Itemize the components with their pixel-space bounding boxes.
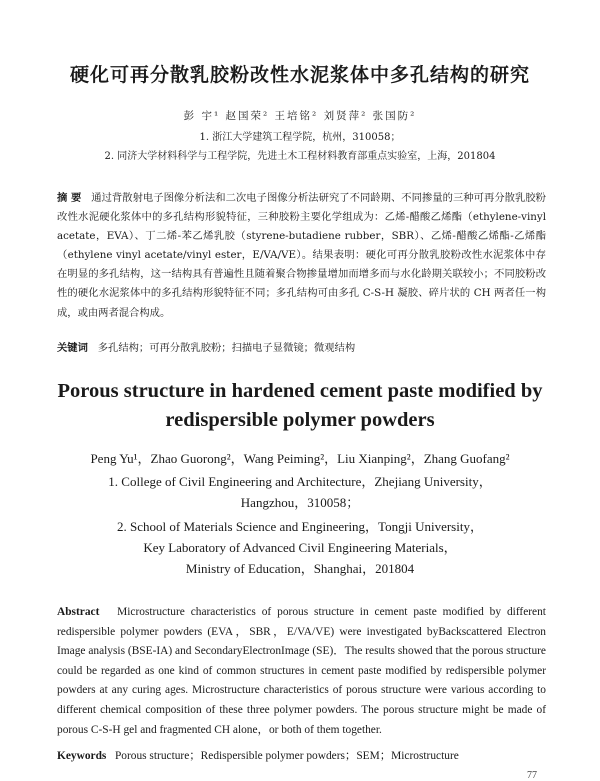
en-abstract-label: Abstract [57, 606, 100, 618]
cn-abstract-label: 摘 要 [57, 192, 82, 204]
en-authors: Peng Yu¹，Zhao Guorong²，Wang Peiming²，Liu Xianping²，Zhang Guofang² [90, 451, 510, 466]
en-keywords [57, 747, 546, 763]
en-affiliation-2-line-3: Ministry of Education，Shanghai，201804 [185, 561, 415, 576]
cn-affiliation-1: 1. 浙江大学建筑工程学院，杭州，310058； [199, 132, 401, 143]
page-number: 77 [527, 770, 537, 781]
en-affiliation-2-line-2: Key Laboratory of Advanced Civil Engineering Materials， [143, 540, 457, 555]
cn-keywords-text: 多孔结构；可再分散乳胶粉；扫描电子显微镜；微观结构 [97, 342, 356, 354]
en-keywords-text: Porous structure；Redispersible polymer powders；SEM；Microstructure [114, 750, 459, 762]
en-abstract-text: Microstructure characteristics of porous structure in cement paste modified by different redispersible polymer powders (EVA，SBR，E/VA/VE) were investigated byBackscattered Electron Image analysis (BSE-IA) and SecondaryElectronImage (SE)．The results showed that the porous structure could be regarded as one kind of common structures in cement paste modified by redispersible polymer powders at any curing ages. Microstructure characteristics of porous structure were various according to different chemical composition of these three polymer powders. The porous structure might be made of porous C-S-H gel and fragmented CH alone，or both of them together. [57, 606, 546, 736]
en-affiliation-1-line-2: Hangzhou，310058； [240, 495, 360, 510]
en-affiliation-1-line-1: 1. College of Civil Engineering and Architecture，Zhejiang University， [108, 474, 492, 489]
cn-keywords-label: 关键词 [57, 342, 88, 354]
en-title: Porous structure in hardened cement paste modified by redispersible polymer powders [57, 380, 543, 431]
cn-affiliation-2: 2. 同济大学材料科学与工程学院，先进土木工程材料教育部重点实验室，上海，201804 [104, 151, 496, 162]
en-affiliation-2-line-1: 2. School of Materials Science and Engineering，Tongji University， [117, 519, 483, 534]
en-keywords-label: Keywords [57, 750, 107, 762]
cn-abstract-text: 通过背散射电子图像分析法和二次电子图像分析法研究了不同龄期、不同掺量的三种可再分散乳胶粉改性水泥硬化浆体中的多孔结构形貌特征，三种胶粉主要化学组成为：乙烯-醋酸乙烯酯（ethylene-vinyl acetate，EVA）、丁二烯-苯乙烯乳胶（styrene-butadiene rubber，SBR）、乙烯-醋酸乙烯酯-乙烯酯（ethylene vinyl acetate/vinyl ester，E/VA/VE）。结果表明：硬化可再分散乳胶粉改性水泥浆体中存在明显的多孔结构，这一结构具有普遍性且随着聚合物掺量增加而增多而与水化龄期关联较小；不同胶粉改性的硬化水泥浆体中的多孔结构形貌特征不同；多孔结构可由多孔 C-S-H 凝胶、碎片状的 CH 两者任一构成，或由两者混合构成。 [57, 192, 546, 319]
en-abstract [57, 603, 546, 740]
cn-authors: 彭 宇¹ 赵国荣² 王培铭² 刘贤萍² 张国防² [183, 110, 417, 122]
cn-title: 硬化可再分散乳胶粉改性水泥浆体中多孔结构的研究 [69, 64, 530, 86]
cn-keywords [57, 339, 546, 354]
cn-abstract [57, 189, 546, 323]
